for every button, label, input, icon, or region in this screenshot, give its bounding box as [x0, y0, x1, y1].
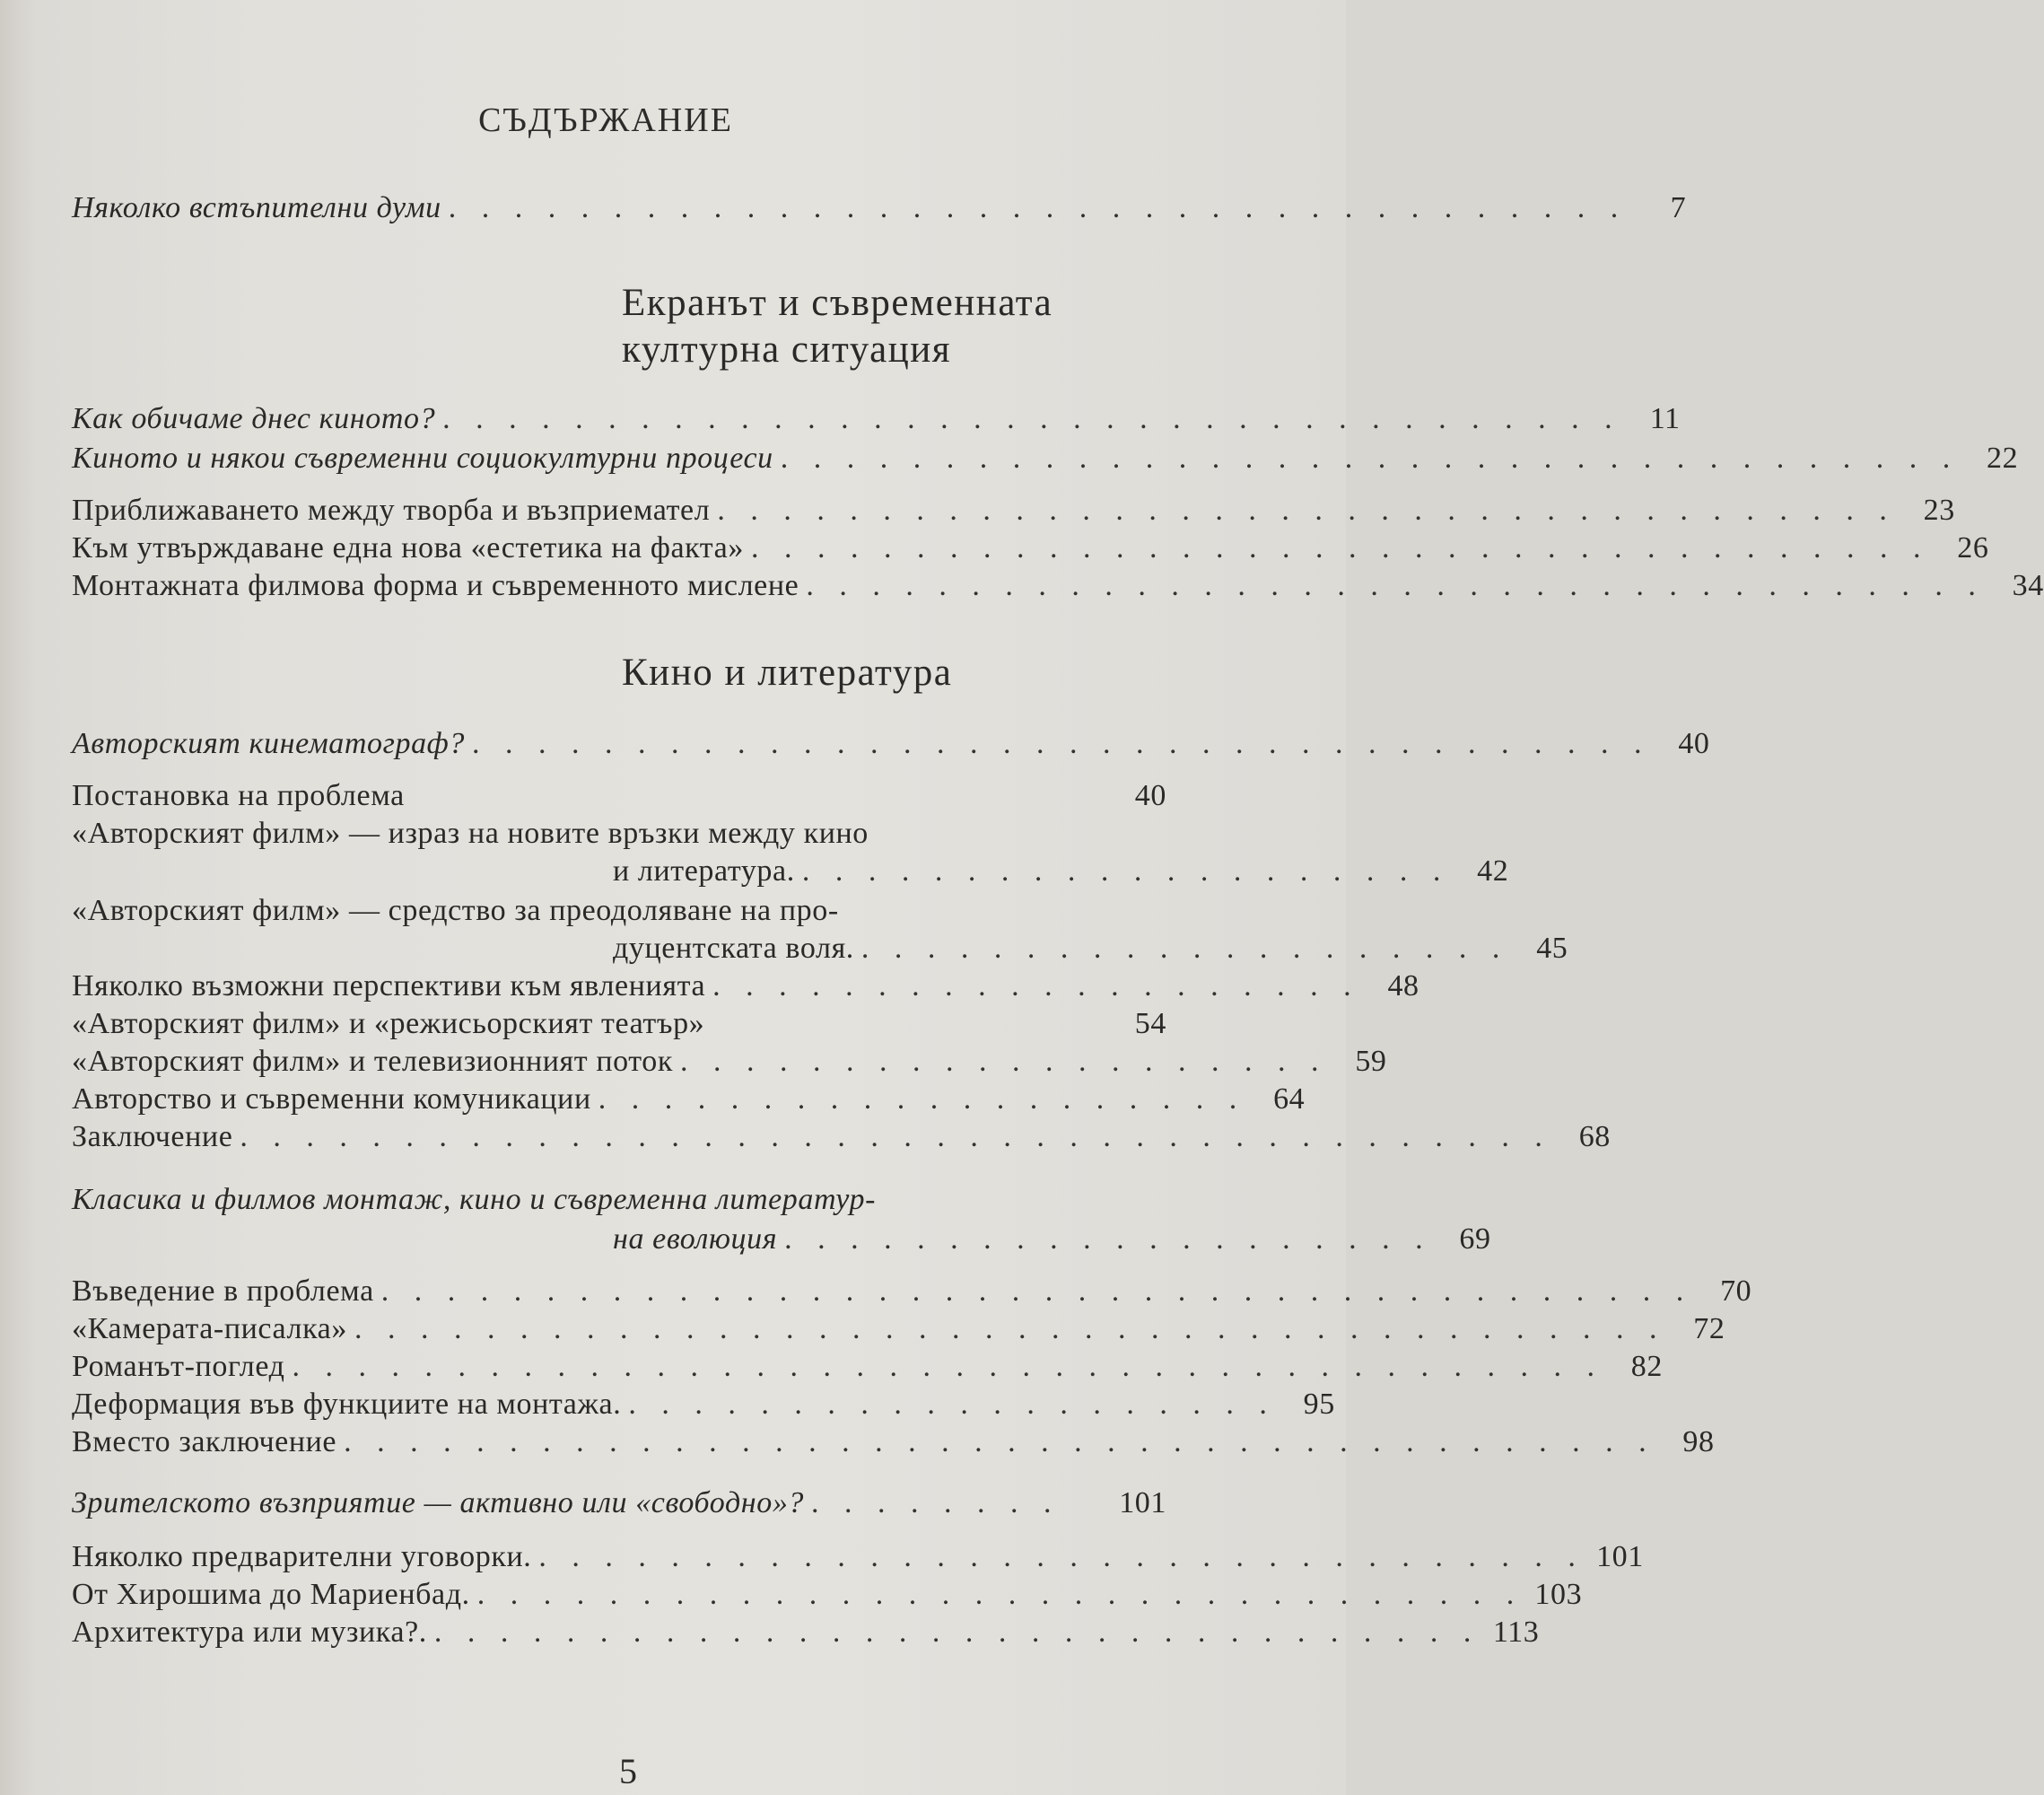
toc-entry-text: и литература.	[613, 854, 795, 888]
toc-entry-text: Архитектура или музика?.	[72, 1616, 427, 1649]
toc-entry	[72, 969, 1419, 1009]
toc-entry-page: 23	[1923, 494, 1955, 527]
toc-entry-text: Монтажната филмова форма и съвременното мислене	[72, 569, 799, 602]
leader-dots: . . . . . . . . . . . . . . . . . . . . . . . . . . . . . . . . . . . .	[448, 191, 1628, 224]
toc-entry-text: «Авторският филм» и «режисьорският театър»	[72, 1007, 705, 1040]
leader-dots: . . . . . . . . . . . . . . . . . . . .	[801, 854, 1450, 888]
toc-entry	[72, 1540, 1644, 1580]
toc-entry	[72, 494, 1955, 533]
toc-entry-page: 101	[1119, 1486, 1166, 1519]
toc-entry-text: Заключение	[72, 1120, 233, 1153]
toc-entry	[72, 1486, 1166, 1526]
leader-dots: . . . . . . . . . . . . . . . . . . . . . . . . . . . . . . . . . . . .	[442, 402, 1621, 435]
toc-entry-text: Вместо заключение	[72, 1425, 337, 1458]
leader-dots: . . . . . . . . . . . . . . . . . . . . . . . . . . . . . . . . . . . . . . . .	[380, 1274, 1693, 1308]
leader-dots: . . . . . . . . . . . . . . . . . . . . . . . . . . . . . . . . . . . .	[472, 727, 1651, 760]
toc-entry	[72, 569, 2044, 609]
toc-entry-intro	[72, 191, 1687, 231]
toc-entry-text: Как обичаме днес киното?	[72, 402, 436, 435]
toc-entry-text: Авторство и съвременни комуникации	[72, 1082, 591, 1116]
toc-entry-page: 82	[1630, 1350, 1663, 1383]
toc-entry-text: Приближаването между творба и възприемател	[72, 494, 711, 527]
leader-dots: . . . . . . . . . . . . . . . . . . . .	[784, 1222, 1432, 1256]
toc-entry	[72, 1425, 1715, 1465]
section-title-line: Екранът и съвременната	[622, 282, 1053, 324]
toc-entry-line: «Авторският филм» — средство за преодоляване на про-	[72, 894, 839, 927]
toc-entry-text: Няколко предварителни уговорки.	[72, 1540, 532, 1573]
toc-entry-page: 68	[1578, 1120, 1611, 1153]
toc-entry-text: Зрителското възприятие — активно или «свободно»?	[72, 1486, 805, 1519]
toc-entry	[72, 1578, 1583, 1617]
toc-entry-page: 113	[1492, 1616, 1540, 1649]
leader-dots: . . . . . . . . . . . . . . . . . . . .	[628, 1388, 1276, 1421]
toc-entry-page: 103	[1534, 1578, 1583, 1611]
toc-entry	[72, 1350, 1663, 1389]
leader-dots: . . . . . . . . . . . . . . . . . . . . . . . . . . . . . . . . . . . . . . . .	[344, 1425, 1655, 1458]
toc-entry-text: Няколко възможни перспективи към явленията	[72, 969, 706, 1003]
leader-dots: . . . . . . . . . . . . . . . . . . . .	[680, 1045, 1328, 1078]
toc-entry-text: Няколко встъпителни думи	[72, 191, 441, 224]
leader-dots: . . . . . . . . . . . . . . . . . . . . . . . . . . . . . . . . . . . .	[806, 569, 1985, 602]
toc-entry	[72, 531, 1989, 571]
toc-entry-text: Деформация във функциите на монтажа.	[72, 1388, 622, 1421]
toc-entry-line: Класика и филмов монтаж, кино и съвременна литератур-	[72, 1183, 877, 1216]
leader-dots: . . . . . . . . . . . . . . . . . . . .	[598, 1082, 1246, 1116]
toc-entry-page: 11	[1649, 402, 1681, 435]
toc-entry	[72, 1007, 1166, 1046]
toc-entry-page: 40	[1134, 779, 1166, 812]
toc-entry	[72, 402, 1681, 442]
toc-entry	[72, 1312, 1725, 1352]
toc-entry	[72, 727, 1710, 766]
page-title: СЪДЪРЖАНИЕ	[478, 101, 733, 139]
leader-dots: . . . . . . . .	[811, 1486, 1061, 1519]
leader-dots: . . . . . . . . . . . . . . . . . . . . . . . . . . . . . . . .	[433, 1616, 1481, 1649]
toc-entry-page: 59	[1355, 1045, 1387, 1078]
toc-entry-page: 98	[1682, 1425, 1715, 1458]
toc-entry	[613, 854, 1509, 894]
page-number: 5	[619, 1751, 637, 1791]
leader-dots: . . . . . . . . . . . . . . . . . . . . . . . . . . . . . . . . . . . . . . . .	[292, 1350, 1603, 1383]
leader-dots: . . . . . . . . . . . . . . . . . . . . . . . . . . . . . . . . . . . .	[750, 531, 1930, 565]
toc-entry-page: 101	[1596, 1540, 1644, 1573]
toc-entry-page: 48	[1387, 969, 1419, 1003]
toc-entry-page: 45	[1536, 932, 1568, 965]
leader-dots: . . . . . . . . . . . . . . . . . . . . . . . . . . . . . . . . . . . .	[717, 494, 1896, 527]
toc-entry-page: 22	[1987, 442, 2019, 475]
leader-dots: . . . . . . . . . . . . . . . . . . . . . . . . . . . . . . . .	[476, 1578, 1524, 1611]
leader-dots: . . . . . . . . . . . . . . . . . . . . . . . . . . . . . . . . . . . . . . . .	[240, 1120, 1551, 1153]
toc-entry-text: «Камерата-писалка»	[72, 1312, 347, 1345]
toc-entry-text: Романът-поглед	[72, 1350, 285, 1383]
toc-entry	[613, 932, 1568, 971]
section-title-2: Кино и литература	[622, 652, 953, 694]
toc-entry-page: 72	[1693, 1312, 1725, 1345]
toc-entry-text: «Авторският филм» и телевизионният поток	[72, 1045, 674, 1078]
leader-dots: . . . . . . . . . . . . . . . . . . . . . . . . . . . . . . . . . . . . . . . .	[354, 1312, 1666, 1345]
toc-entry	[72, 1616, 1540, 1655]
leader-dots: . . . . . . . . . . . . . . . . . . . .	[860, 932, 1509, 965]
toc-entry-text: на еволюция	[613, 1222, 778, 1256]
toc-entry	[72, 1274, 1752, 1314]
toc-entry	[72, 779, 1166, 819]
toc-entry-page: 40	[1678, 727, 1710, 760]
toc-entry-text: От Хирошима до Мариенбад.	[72, 1578, 470, 1611]
toc-entry-text: Постановка на проблема	[72, 779, 405, 812]
toc-entry-text: Киното и някои съвременни социокултурни процеси	[72, 442, 773, 475]
leader-dots: . . . . . . . . . . . . . . . . . . . . . . . . . . . . . . . .	[538, 1540, 1585, 1573]
toc-entry	[72, 1120, 1611, 1160]
toc-entry	[72, 442, 2019, 481]
toc-entry-line: «Авторският филм» — израз на новите връзки между кино	[72, 817, 869, 850]
toc-entry-text: Авторският кинематограф?	[72, 727, 466, 760]
toc-entry-page: 64	[1273, 1082, 1306, 1116]
section-title-1	[622, 280, 1053, 373]
leader-dots: . . . . . . . . . . . . . . . . . . . . . . . . . . . . . . . . . . . .	[780, 442, 1960, 475]
toc-entry-text: Към утвърждаване една нова «естетика на факта»	[72, 531, 744, 565]
toc-entry	[613, 1222, 1491, 1262]
toc-entry-page: 54	[1134, 1007, 1166, 1040]
toc-entry-page: 26	[1957, 531, 1989, 565]
toc-entry-text: дуцентската воля.	[613, 932, 854, 965]
leader-dots: . . . . . . . . . . . . . . . . . . . .	[712, 969, 1360, 1003]
toc-entry	[72, 1082, 1306, 1122]
toc-entry-page: 70	[1720, 1274, 1752, 1308]
toc-entry-page: 42	[1477, 854, 1509, 888]
toc-entry	[72, 1045, 1387, 1084]
section-title-line: културна ситуация	[622, 328, 952, 371]
toc-entry-page: 7	[1670, 191, 1687, 224]
toc-entry-text: Въведение в проблема	[72, 1274, 374, 1308]
toc-entry-page: 69	[1459, 1222, 1491, 1256]
toc-entry	[72, 1388, 1335, 1427]
toc-entry-page: 95	[1303, 1388, 1335, 1421]
toc-entry-page: 34	[2012, 569, 2044, 602]
